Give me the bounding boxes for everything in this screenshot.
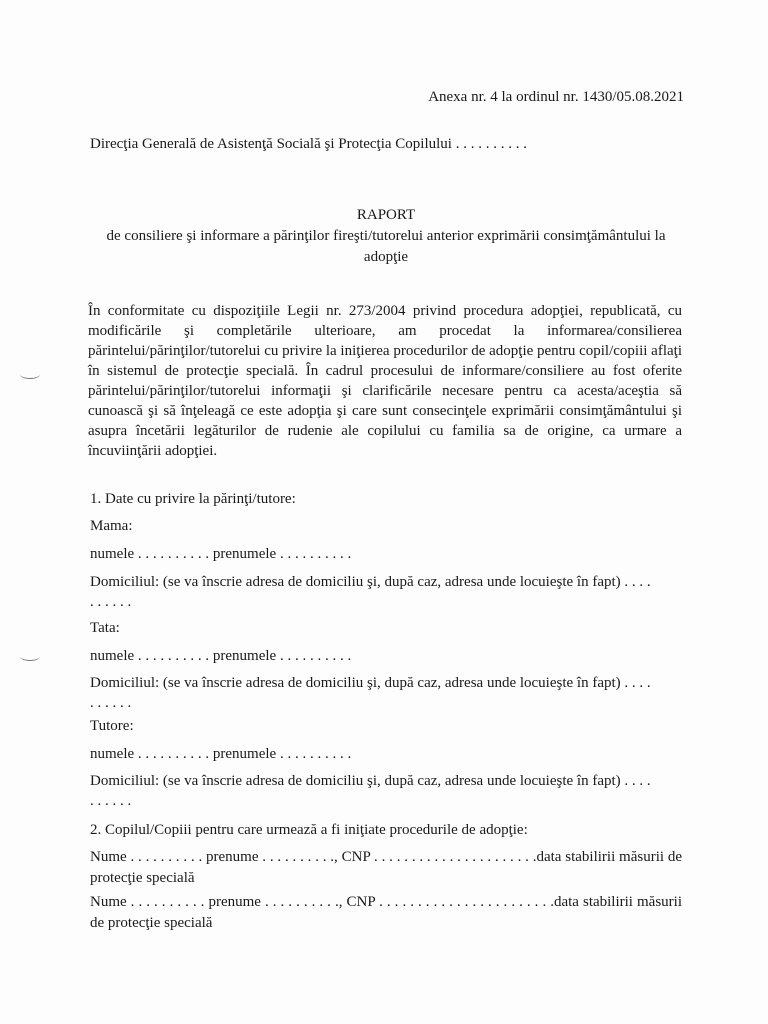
guardian-name-line: numele . . . . . . . . . . prenumele . . . . . . . . . .	[90, 746, 352, 762]
scan-mark	[20, 370, 40, 379]
intro-paragraph: În conformitate cu dispoziţiile Legii nr. 273/2004 privind procedura adopţiei, republicată, cu modificările şi completările ulterioare, am procedat la informarea/consilierea părintelui/părinţilor/tutorelui cu privire la iniţierea procedurilor de adopţie pentru copil/copiii aflaţi în sistemul de protecţie specială. În cadrul procesului de informare/consiliere au fost oferite părintelui/părinţilor/tutorelui informaţii şi clarificările necesare pentru ca acesta/aceştia să cunoască şi să înţeleagă ce este adopţia şi care sunt consecinţele exprimării consimţământului şi asupra încetării legăturilor de rudenie ale copilului cu familia sa de origine, ca urmare a încuviinţării adopţiei.	[88, 303, 682, 459]
report-title: RAPORT	[356, 207, 416, 223]
child-line-2: Nume . . . . . . . . . . prenume . . . . . . . . . ., CNP . . . . . . . . . . . . . . . . . . . . . . .data stabilirii măsurii de protecţie specială	[90, 894, 682, 931]
mother-label: Mama:	[90, 518, 133, 534]
section1-heading: 1. Date cu privire la părinţi/tutore:	[90, 491, 296, 507]
guardian-address-cont: . . . . . .	[90, 793, 132, 809]
title-block	[86, 205, 686, 268]
directorate-line: Direcţia Generală de Asistenţă Socială şi Protecţia Copilului . . . . . . . . . .	[90, 136, 527, 152]
father-address-cont: . . . . . .	[90, 695, 132, 711]
guardian-address-line: Domiciliul: (se va înscrie adresa de domiciliu şi, după caz, adresa unde locuieşte în fapt) . . . .	[90, 773, 651, 789]
father-address-line: Domiciliul: (se va înscrie adresa de domiciliu şi, după caz, adresa unde locuieşte în fapt) . . . .	[90, 675, 651, 691]
mother-name-line: numele . . . . . . . . . . prenumele . . . . . . . . . .	[90, 546, 352, 562]
father-label: Tata:	[90, 620, 120, 636]
mother-address-line: Domiciliul: (se va înscrie adresa de domiciliu şi, după caz, adresa unde locuieşte în fapt) . . . .	[90, 574, 651, 590]
child-line-1: Nume . . . . . . . . . . prenume . . . . . . . . . ., CNP . . . . . . . . . . . . . . . . . . . . . .data stabilirii măsurii de protecţie specială	[90, 849, 682, 886]
section2-heading: 2. Copilul/Copiii pentru care urmează a fi iniţiate procedurile de adopţie:	[90, 822, 528, 838]
mother-address-cont: . . . . . .	[90, 594, 132, 610]
scan-mark	[20, 652, 40, 661]
report-subtitle: de consiliere şi informare a părinţilor fireşti/tutorelui anterior exprimării consimţământului la adopţie	[106, 228, 666, 265]
annex-reference: Anexa nr. 4 la ordinul nr. 1430/05.08.2021	[428, 89, 684, 105]
guardian-label: Tutore:	[90, 718, 134, 734]
father-name-line: numele . . . . . . . . . . prenumele . . . . . . . . . .	[90, 648, 352, 664]
